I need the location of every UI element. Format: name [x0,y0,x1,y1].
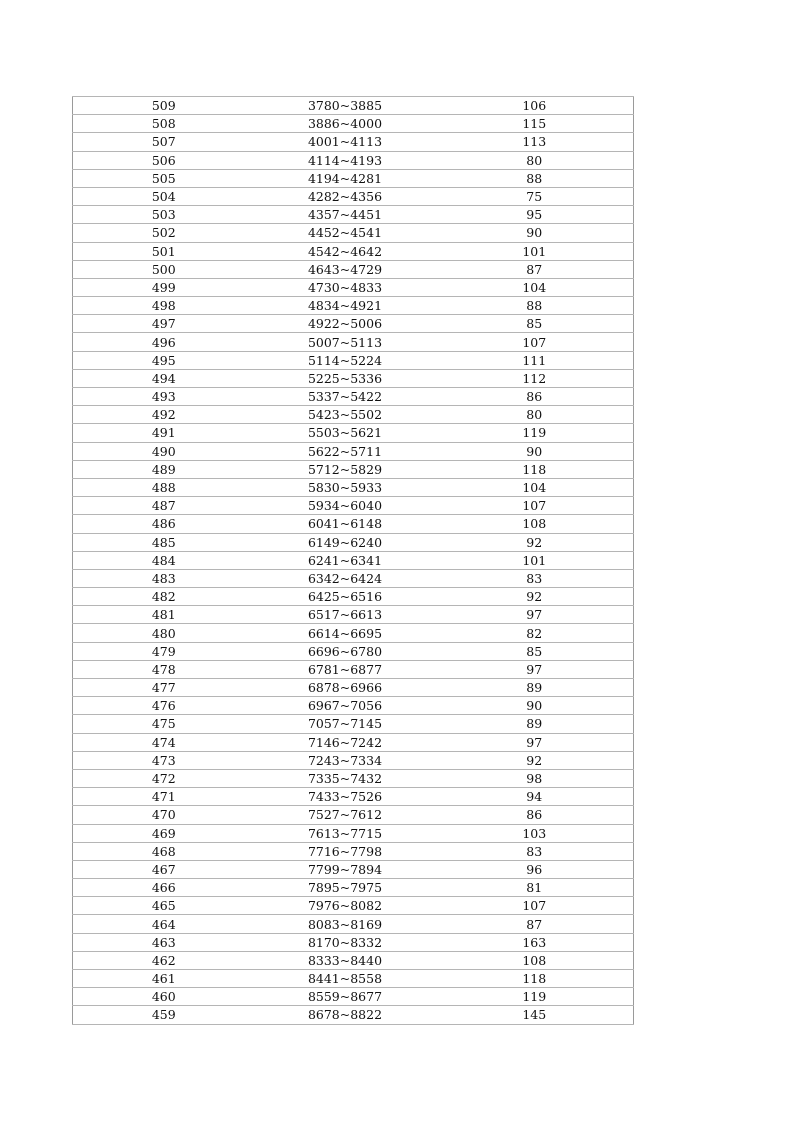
score-cell: 469 [73,824,255,842]
score-cell: 470 [73,806,255,824]
rank-range-cell: 3780~3885 [255,97,436,115]
rank-range-cell: 6149~6240 [255,533,436,551]
score-cell: 472 [73,769,255,787]
score-cell: 463 [73,933,255,951]
table-row [73,660,634,678]
table-row [73,624,634,642]
rank-range-cell: 6425~6516 [255,588,436,606]
count-cell: 90 [436,697,634,715]
rank-range-cell: 6241~6341 [255,551,436,569]
table-row [73,460,634,478]
rank-range-cell: 4114~4193 [255,151,436,169]
table-row [73,478,634,496]
score-cell: 480 [73,624,255,642]
rank-range-cell: 8083~8169 [255,915,436,933]
table-row [73,679,634,697]
count-cell: 107 [436,897,634,915]
count-cell: 85 [436,642,634,660]
table-row [73,278,634,296]
score-cell: 509 [73,97,255,115]
table-row [73,133,634,151]
score-cell: 490 [73,442,255,460]
score-cell: 473 [73,751,255,769]
count-cell: 88 [436,297,634,315]
score-cell: 496 [73,333,255,351]
table-row [73,388,634,406]
count-cell: 83 [436,569,634,587]
rank-range-cell: 6878~6966 [255,679,436,697]
score-cell: 494 [73,369,255,387]
count-cell: 95 [436,206,634,224]
count-cell: 81 [436,879,634,897]
table-row [73,915,634,933]
rank-range-cell: 6696~6780 [255,642,436,660]
count-cell: 107 [436,497,634,515]
count-cell: 111 [436,351,634,369]
score-cell: 483 [73,569,255,587]
table-row [73,751,634,769]
count-cell: 86 [436,388,634,406]
count-cell: 107 [436,333,634,351]
table-row [73,897,634,915]
score-cell: 482 [73,588,255,606]
table-row [73,169,634,187]
score-cell: 479 [73,642,255,660]
count-cell: 97 [436,660,634,678]
count-cell: 112 [436,369,634,387]
rank-range-cell: 4001~4113 [255,133,436,151]
score-cell: 474 [73,733,255,751]
score-cell: 492 [73,406,255,424]
rank-range-cell: 7613~7715 [255,824,436,842]
count-cell: 115 [436,115,634,133]
table-row [73,697,634,715]
table-row [73,642,634,660]
table-row [73,970,634,988]
score-cell: 503 [73,206,255,224]
table-row [73,315,634,333]
rank-range-cell: 6614~6695 [255,624,436,642]
rank-range-cell: 7057~7145 [255,715,436,733]
count-cell: 89 [436,679,634,697]
score-cell: 500 [73,260,255,278]
count-cell: 75 [436,187,634,205]
rank-range-cell: 4282~4356 [255,187,436,205]
rank-range-cell: 5830~5933 [255,478,436,496]
table-row [73,606,634,624]
table-row [73,806,634,824]
rank-range-cell: 7243~7334 [255,751,436,769]
rank-range-cell: 7716~7798 [255,842,436,860]
table-row [73,733,634,751]
count-cell: 87 [436,915,634,933]
count-cell: 80 [436,406,634,424]
table-row [73,442,634,460]
count-cell: 163 [436,933,634,951]
rank-range-cell: 6517~6613 [255,606,436,624]
rank-range-cell: 5423~5502 [255,406,436,424]
rank-range-cell: 5934~6040 [255,497,436,515]
count-cell: 103 [436,824,634,842]
score-cell: 468 [73,842,255,860]
rank-range-cell: 5337~5422 [255,388,436,406]
count-cell: 97 [436,606,634,624]
table-row [73,497,634,515]
rank-range-cell: 7799~7894 [255,860,436,878]
count-cell: 87 [436,260,634,278]
count-cell: 80 [436,151,634,169]
score-cell: 467 [73,860,255,878]
score-cell: 476 [73,697,255,715]
score-cell: 465 [73,897,255,915]
table-row [73,333,634,351]
score-cell: 505 [73,169,255,187]
score-cell: 501 [73,242,255,260]
table-row [73,224,634,242]
rank-range-cell: 6041~6148 [255,515,436,533]
score-cell: 499 [73,278,255,296]
count-cell: 83 [436,842,634,860]
count-cell: 101 [436,242,634,260]
table-row [73,351,634,369]
score-cell: 461 [73,970,255,988]
table-row [73,824,634,842]
rank-range-cell: 4643~4729 [255,260,436,278]
score-rank-table [72,96,634,1025]
score-cell: 488 [73,478,255,496]
rank-range-cell: 3886~4000 [255,115,436,133]
score-cell: 495 [73,351,255,369]
rank-range-cell: 4834~4921 [255,297,436,315]
rank-range-cell: 4542~4642 [255,242,436,260]
score-cell: 481 [73,606,255,624]
count-cell: 89 [436,715,634,733]
table-row [73,97,634,115]
table-row [73,769,634,787]
score-cell: 462 [73,951,255,969]
score-cell: 491 [73,424,255,442]
table-row [73,187,634,205]
table-row [73,879,634,897]
rank-range-cell: 6967~7056 [255,697,436,715]
score-cell: 459 [73,1006,255,1024]
table-row [73,551,634,569]
table-row [73,951,634,969]
table-row [73,151,634,169]
table-row [73,569,634,587]
count-cell: 106 [436,97,634,115]
score-cell: 486 [73,515,255,533]
table-row [73,206,634,224]
rank-range-cell: 8333~8440 [255,951,436,969]
rank-range-cell: 4922~5006 [255,315,436,333]
count-cell: 118 [436,460,634,478]
table-row [73,1006,634,1024]
score-cell: 466 [73,879,255,897]
table-row [73,860,634,878]
rank-range-cell: 8559~8677 [255,988,436,1006]
score-cell: 504 [73,187,255,205]
count-cell: 88 [436,169,634,187]
score-cell: 478 [73,660,255,678]
count-cell: 108 [436,951,634,969]
count-cell: 118 [436,970,634,988]
count-cell: 119 [436,988,634,1006]
count-cell: 113 [436,133,634,151]
table-row [73,715,634,733]
score-cell: 497 [73,315,255,333]
rank-range-cell: 4194~4281 [255,169,436,187]
count-cell: 92 [436,751,634,769]
table-row [73,424,634,442]
score-cell: 506 [73,151,255,169]
table-row [73,242,634,260]
count-cell: 94 [436,788,634,806]
rank-range-cell: 7895~7975 [255,879,436,897]
count-cell: 90 [436,224,634,242]
count-cell: 145 [436,1006,634,1024]
score-cell: 498 [73,297,255,315]
table-row [73,515,634,533]
rank-range-cell: 5712~5829 [255,460,436,478]
table-row [73,933,634,951]
count-cell: 96 [436,860,634,878]
score-cell: 475 [73,715,255,733]
count-cell: 85 [436,315,634,333]
table-row [73,260,634,278]
count-cell: 119 [436,424,634,442]
count-cell: 86 [436,806,634,824]
score-cell: 507 [73,133,255,151]
rank-range-cell: 5622~5711 [255,442,436,460]
count-cell: 82 [436,624,634,642]
table-body [73,97,634,1025]
rank-range-cell: 7335~7432 [255,769,436,787]
rank-range-cell: 4357~4451 [255,206,436,224]
rank-range-cell: 7146~7242 [255,733,436,751]
table-row [73,406,634,424]
rank-range-cell: 4730~4833 [255,278,436,296]
rank-range-cell: 5114~5224 [255,351,436,369]
rank-range-cell: 8678~8822 [255,1006,436,1024]
score-cell: 493 [73,388,255,406]
score-cell: 484 [73,551,255,569]
score-cell: 464 [73,915,255,933]
rank-range-cell: 5503~5621 [255,424,436,442]
table-row [73,588,634,606]
score-cell: 485 [73,533,255,551]
count-cell: 104 [436,478,634,496]
score-cell: 477 [73,679,255,697]
table-row [73,788,634,806]
table-row [73,842,634,860]
score-cell: 508 [73,115,255,133]
score-cell: 502 [73,224,255,242]
score-cell: 487 [73,497,255,515]
rank-range-cell: 6781~6877 [255,660,436,678]
count-cell: 101 [436,551,634,569]
rank-range-cell: 7433~7526 [255,788,436,806]
rank-range-cell: 5225~5336 [255,369,436,387]
rank-range-cell: 8441~8558 [255,970,436,988]
rank-range-cell: 5007~5113 [255,333,436,351]
table-row [73,533,634,551]
count-cell: 90 [436,442,634,460]
count-cell: 92 [436,588,634,606]
rank-range-cell: 6342~6424 [255,569,436,587]
count-cell: 108 [436,515,634,533]
score-cell: 471 [73,788,255,806]
table-row [73,988,634,1006]
count-cell: 104 [436,278,634,296]
count-cell: 92 [436,533,634,551]
table-row [73,115,634,133]
score-cell: 489 [73,460,255,478]
rank-range-cell: 7976~8082 [255,897,436,915]
count-cell: 97 [436,733,634,751]
count-cell: 98 [436,769,634,787]
score-cell: 460 [73,988,255,1006]
rank-range-cell: 4452~4541 [255,224,436,242]
rank-range-cell: 7527~7612 [255,806,436,824]
table-row [73,369,634,387]
rank-range-cell: 8170~8332 [255,933,436,951]
table-row [73,297,634,315]
